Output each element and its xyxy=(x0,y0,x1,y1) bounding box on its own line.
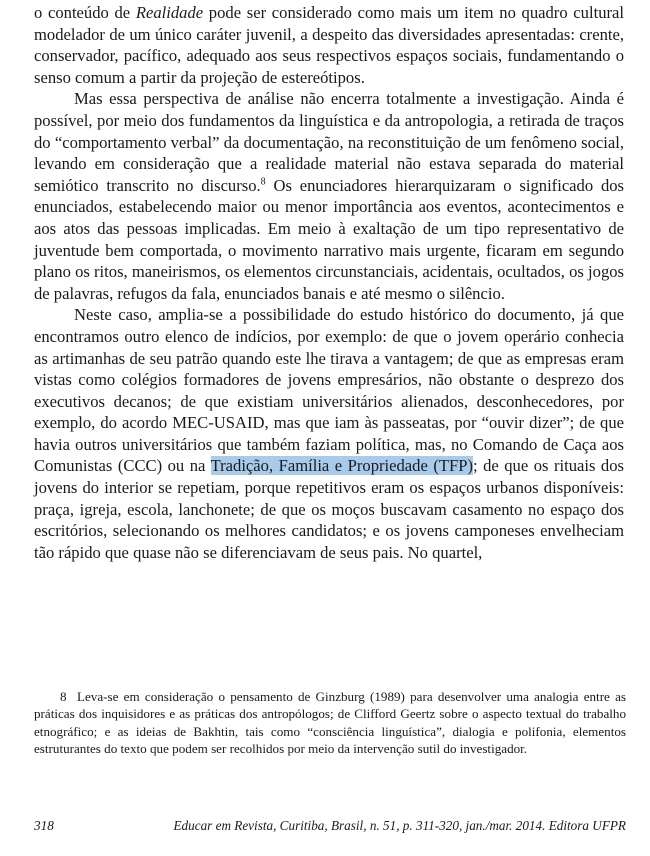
p2-text-continuation: Os enunciadores hierarquizaram o significado dos enunciados, estabelecendo maior ou menor importância aos eventos, acontecimentos e aos atos das pessoas implicadas. Em meio à exaltação de um tipo representativo de juventude bem comportada, o movimento narrativo mais urgente, ficaram em segundo plano os ritos, maneirismos, os elementos circunstanciais, acidentais, ocultados, os jogos de palavras, refugos da fala, enunciados banais e até mesmo o silêncio. xyxy=(34,175,625,303)
footnote-number: 8 xyxy=(60,689,67,704)
footnote-paragraph xyxy=(34,688,626,758)
paragraph-2 xyxy=(34,88,624,304)
page-footer xyxy=(34,818,626,834)
paragraph-3 xyxy=(34,304,624,563)
footnote-text: Leva-se em consideração o pensamento de Ginzburg (1989) para desenvolver uma analogia entre as práticas dos inquisidores e as práticas dos antropólogos; de Clifford Geertz sobre o aspecto textual do trabalho etnográfico; e as ideias de Bakhtin, tais como “consciência linguística”, dialogia e polifonia, elementos estruturantes do texto que podem ser recolhidos por meio da intervenção sutil do investigador. xyxy=(34,689,626,757)
page-number: 318 xyxy=(34,818,54,833)
footnote-reference[interactable]: 8 xyxy=(260,176,266,188)
p3-text-start: Neste caso, amplia-se a possibilidade do estudo histórico do documento, já que encontramos outro elenco de indícios, por exemplo: de que o jovem operário conhecia as artimanhas de seu patrão quando este lhe tirava a vantagem; de que as empresas eram vistas como colégios formadores de jovens empresários, não obstante o desprezo dos executivos decanos; de que existiam universitários alienados, desconhecedores, por exemplo, do acordo MEC-USAID, mas que iam às passeatas, por “ouvir dizer”; de que havia outros universitários que também faziam política, mas, no Comando de Caça aos Comunistas (CCC) ou na xyxy=(34,305,624,476)
text-selection-highlight[interactable]: Tradição, Família e Propriedade (TFP) xyxy=(210,456,473,476)
paragraph-1 xyxy=(34,2,624,88)
p2-text: Mas essa perspectiva de análise não encerra totalmente a investigação. Ainda é possível, por meio dos fundamentos da linguística e da antropologia, a retirada de traços do “comportamento verbal” da documentação, na reconstituição de um fenômeno social, levando em consideração que a realidade material não estava separada do material semiótico transcrito no discurso. xyxy=(34,89,624,195)
p1-text-start: o conteúdo de xyxy=(34,3,136,22)
p1-text-end: pode ser considerado como mais um item no quadro cultural modelador de um único caráter juvenil, a despeito das diversidades apresentadas: crente, conservador, pacífico, adequado aos seus respectivos espaços sociais, fundamentando o senso comum a partir da projeção de estereótipos. xyxy=(34,3,624,87)
footnote xyxy=(34,688,626,758)
article-body xyxy=(34,2,624,563)
journal-citation: Educar em Revista, Curitiba, Brasil, n. 51, p. 311-320, jan./mar. 2014. Editora UFPR xyxy=(173,818,626,833)
journal-title-emphasis: Realidade xyxy=(135,3,204,22)
p3-text-end: ; de que os rituais dos jovens do interior se repetiam, porque repetitivos eram os espaços urbanos disponíveis: praça, igreja, escola, lanchonete; de que os moços buscavam casamento no espaço dos escritórios, selecionando os melhores candidatos; e os jovens camponeses envelheciam tão rápido que quase não se diferenciavam de seus pais. No quartel, xyxy=(34,456,624,562)
